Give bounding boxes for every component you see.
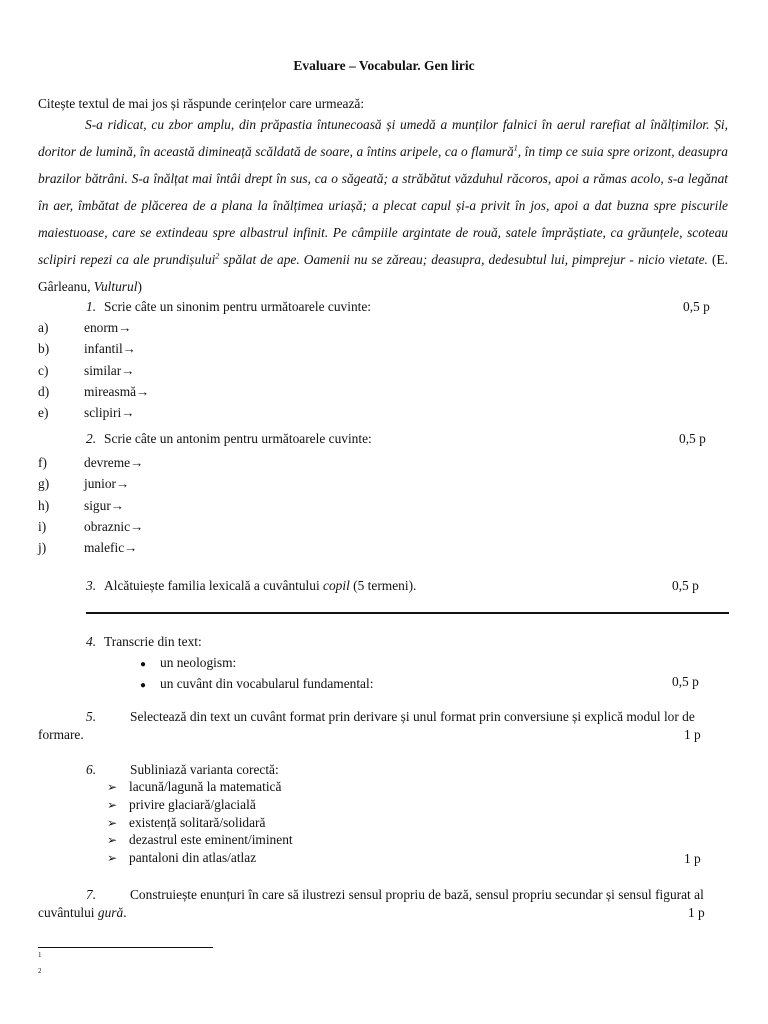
question-6: 6. Subliniază varianta corectă: [86,762,279,777]
bullet-icon: ● [140,659,147,670]
bullet-icon: ● [140,680,147,691]
list-item: g) junior→ [38,476,130,492]
question-5-points: 1 p [684,727,701,742]
list-item: j) malefic→ [38,540,138,556]
poem-part-3: spălat de ape. Oamenii nu se zăreau; deasupra, dedesubtul lui, pimprejur - nicio vietate. [219,252,708,267]
arrow-bullet-icon: ➢ [107,851,118,866]
list-item: ● un neologism: [140,652,373,673]
arrow-bullet-icon: ➢ [107,833,118,848]
question-2-points: 0,5 p [679,431,706,446]
poem-source: (E. Gârleanu, Vulturul) [38,252,728,294]
list-item: h) sigur→ [38,497,125,513]
list-item: ➢ privire glaciară/glacială [107,796,293,814]
question-4: 4. Transcrie din text: [86,634,202,649]
list-item: ➢ pantaloni din atlas/atlaz [107,849,293,867]
question-2: 2. Scrie câte un antonim pentru următoarele cuvinte: [86,431,372,446]
answer-line [86,612,729,614]
question-3-points: 0,5 p [672,578,699,593]
list-item: ➢ lacună/lagună la matematică [107,778,293,796]
footnote-separator [38,947,213,948]
list-item: ● un cuvânt din vocabularul fundamental: [140,673,373,694]
list-item: ➢ dezastrul este eminent/iminent [107,831,293,849]
list-item: d) mireasmă→ [38,383,150,399]
list-item: c) similar→ [38,362,135,378]
list-item: i) obraznic→ [38,518,144,534]
poem-part-1: S-a ridicat, cu zbor amplu, din prăpastia întunecoasă și umedă a munților falnici în aerul rarefiat al înălțimilor. Și, doritor de lumină, în această dimineață scăldată de soare, a întins aripele, ca o flamură [38,117,728,159]
footnote-ref-2: 2 [215,251,220,261]
footnote-2: 2 [38,967,42,975]
arrow-bullet-icon: ➢ [107,780,118,794]
question-3: 3. Alcătuiește familia lexicală a cuvântului copil (5 termeni). [86,578,417,593]
poem-text [38,111,728,300]
list-item: e) sclipiri→ [38,405,135,421]
question-1: 1. Scrie câte un sinonim pentru următoarele cuvinte: [86,299,372,314]
question-2-list [38,452,144,558]
list-item: ➢ existență solitară/solidară [107,814,293,832]
arrow-bullet-icon: ➢ [107,797,118,812]
list-item: a) enorm→ [38,320,132,335]
question-4-list [140,652,373,694]
intro-text: Citește textul de mai jos și răspunde cerințelor care urmează: [38,96,365,111]
page-title: Evaluare – Vocabular. Gen liric [293,58,475,73]
question-1-list [38,317,149,423]
question-1-points: 0,5 p [683,299,710,314]
question-6-list [107,778,293,867]
poem-part-2: , în timp ce suia spre orizont, deasupra brazilor bătrâni. S-a înălțat mai întâi drept în sus, ca o săgeată; a străbătut văzduhul răcoros, apoi a rămas acolo, s-a legănat în aer, îmbătat de plăcerea de a plana la înălțimea uriașă; a plecat capul și-a privit în jos, apoi a dat buzna spre piscurile maiestuoase, care se extindeau spre albastrul infinit. Pe câmpiile argintate de rouă, satele împrăștiate, ca grăunțele, scoteau sclipiri repezi ca ale prundișului [38,144,728,267]
question-6-points: 1 p [684,851,701,866]
question-5: 5. Selectează din text un cuvânt format prin derivare și unul format prin conversiune și explică modul lor de formare. [38,709,695,742]
list-item: f) devreme→ [38,455,144,470]
question-7: 7. Construiește enunțuri în care să ilustrezi sensul propriu de bază, sensul propriu secundar și sensul figurat al cuvântului gură. [38,887,704,920]
question-4-points: 0,5 p [672,674,699,689]
question-7-points: 1 p [688,905,705,920]
footnote-ref-1: 1 [513,143,518,153]
footnote-1: 1 [38,951,42,959]
arrow-bullet-icon: ➢ [107,815,118,830]
list-item: b) infantil→ [38,341,137,357]
